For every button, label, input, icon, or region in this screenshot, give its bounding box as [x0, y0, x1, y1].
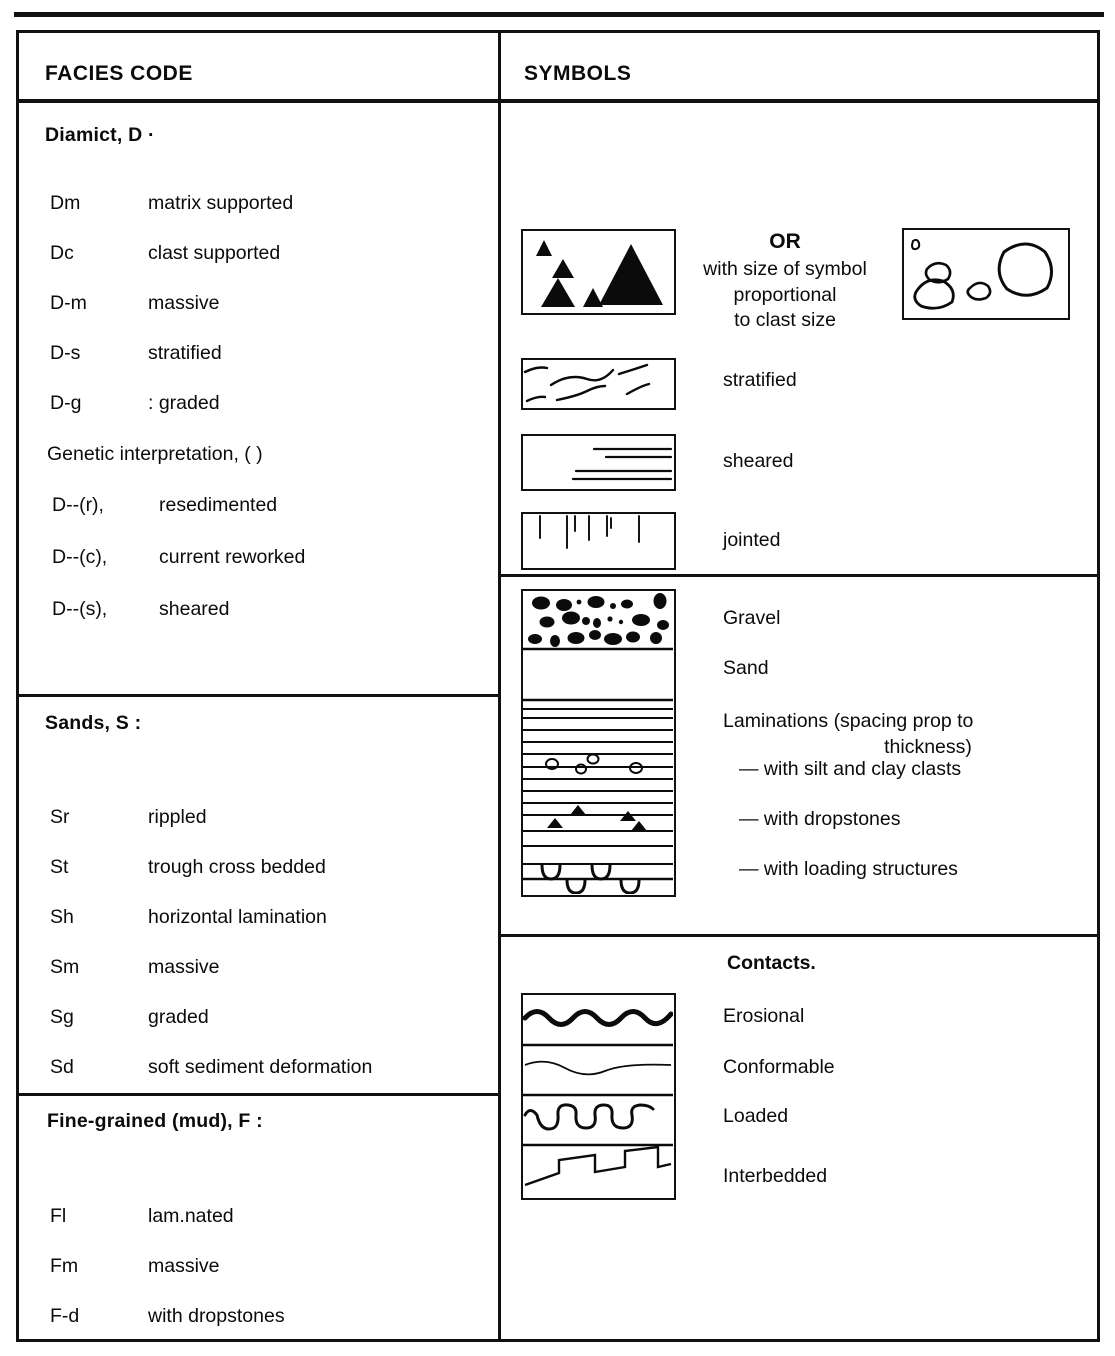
- facies-desc-f-d: with dropstones: [148, 1305, 285, 1327]
- stratified-symbol-box: [521, 358, 676, 410]
- facies-code-sg: Sg: [50, 1006, 74, 1028]
- facies-code-sd: Sd: [50, 1056, 74, 1078]
- lithology-log-box: [521, 589, 676, 897]
- sheared-icon: [523, 436, 673, 488]
- facies-desc-sm: massive: [148, 956, 220, 978]
- column-header-facies-code: FACIES CODE: [45, 62, 193, 85]
- right-divider-contacts: [500, 934, 1100, 937]
- facies-desc-fm: massive: [148, 1255, 220, 1277]
- column-header-symbols: SYMBOLS: [524, 62, 632, 85]
- facies-desc-d-g: : graded: [148, 392, 220, 414]
- label-conformable: Conformable: [723, 1056, 835, 1078]
- facies-desc-fl: lam.nated: [148, 1205, 234, 1227]
- facies-code-fl: Fl: [50, 1205, 67, 1227]
- facies-desc-dc: clast supported: [148, 242, 281, 264]
- laminations-item-dropstones: — with dropstones: [739, 808, 901, 830]
- label-sheared: sheared: [723, 450, 794, 472]
- left-divider-fines: [19, 1093, 499, 1096]
- left-divider-sands: [19, 694, 499, 697]
- clast-note-line3: to clast size: [734, 308, 836, 331]
- label-erosional: Erosional: [723, 1005, 805, 1027]
- facies-code-d-m: D-m: [50, 292, 87, 314]
- label-stratified: stratified: [723, 369, 797, 391]
- facies-desc-dm: matrix supported: [148, 192, 294, 214]
- lithology-log-icon: [523, 591, 673, 894]
- stratified-icon: [523, 360, 673, 407]
- group-title-fine-grained: Fine-grained (mud), F :: [47, 1110, 263, 1132]
- facies-code-d-g: D-g: [50, 392, 82, 414]
- column-separator: [498, 30, 501, 1342]
- top-rule: [14, 12, 1104, 17]
- facies-code-d-s-sheared: D--(s),: [52, 598, 108, 620]
- or-label: OR: [769, 230, 801, 253]
- contacts-icon: [523, 995, 673, 1197]
- facies-desc-sh: horizontal lamination: [148, 906, 327, 928]
- laminations-item-loading: — with loading structures: [739, 858, 958, 880]
- label-sand: Sand: [723, 657, 769, 679]
- facies-desc-sr: rippled: [148, 806, 207, 828]
- laminations-item-silt-clay: — with silt and clay clasts: [739, 758, 962, 780]
- clast-note-line2: proportional: [733, 283, 837, 306]
- facies-code-fm: Fm: [50, 1255, 79, 1277]
- clast-size-note: [680, 228, 890, 333]
- clast-note-line1: with size of symbol: [703, 258, 867, 281]
- clast-triangle-symbol-box: [521, 229, 676, 315]
- laminations-note: [723, 708, 1103, 761]
- facies-code-f-d: F-d: [50, 1305, 80, 1327]
- facies-desc-d-m: massive: [148, 292, 220, 314]
- label-interbedded: Interbedded: [723, 1165, 828, 1187]
- facies-desc-d-s: stratified: [148, 342, 222, 364]
- facies-desc-sg: graded: [148, 1006, 209, 1028]
- facies-desc-sd: soft sediment deformation: [148, 1056, 373, 1078]
- facies-code-dc: Dc: [50, 242, 74, 264]
- facies-code-sh: Sh: [50, 906, 74, 928]
- label-jointed: jointed: [723, 529, 781, 551]
- facies-code-dm: Dm: [50, 192, 81, 214]
- laminations-line1: Laminations (spacing prop to: [723, 710, 974, 732]
- facies-code-d-s: D-s: [50, 342, 81, 364]
- clast-outlines-icon: [904, 230, 1067, 317]
- jointed-icon: [523, 514, 673, 567]
- clast-triangles-icon: [523, 231, 673, 312]
- facies-code-d-c: D--(c),: [52, 546, 108, 568]
- facies-code-sr: Sr: [50, 806, 70, 828]
- facies-code-st: St: [50, 856, 69, 878]
- genetic-interpretation-label: Genetic interpretation, ( ): [47, 443, 263, 465]
- contacts-title: Contacts.: [727, 952, 816, 974]
- right-divider-lithology: [500, 574, 1100, 577]
- label-loaded: Loaded: [723, 1105, 789, 1127]
- contacts-symbol-box: [521, 993, 676, 1200]
- facies-desc-d-c: current reworked: [159, 546, 306, 568]
- facies-code-sm: Sm: [50, 956, 80, 978]
- clast-outline-symbol-box: [902, 228, 1070, 320]
- facies-desc-d-s-sheared: sheared: [159, 598, 230, 620]
- header-separator: [16, 99, 1100, 103]
- laminations-line2: thickness): [884, 736, 972, 759]
- facies-desc-st: trough cross bedded: [148, 856, 326, 878]
- group-title-sands: Sands, S :: [45, 712, 142, 734]
- group-title-diamict: Diamict, D ·: [45, 124, 155, 146]
- label-gravel: Gravel: [723, 607, 781, 629]
- facies-code-d-r: D--(r),: [52, 494, 104, 516]
- jointed-symbol-box: [521, 512, 676, 570]
- facies-desc-d-r: resedimented: [159, 494, 278, 516]
- sheared-symbol-box: [521, 434, 676, 491]
